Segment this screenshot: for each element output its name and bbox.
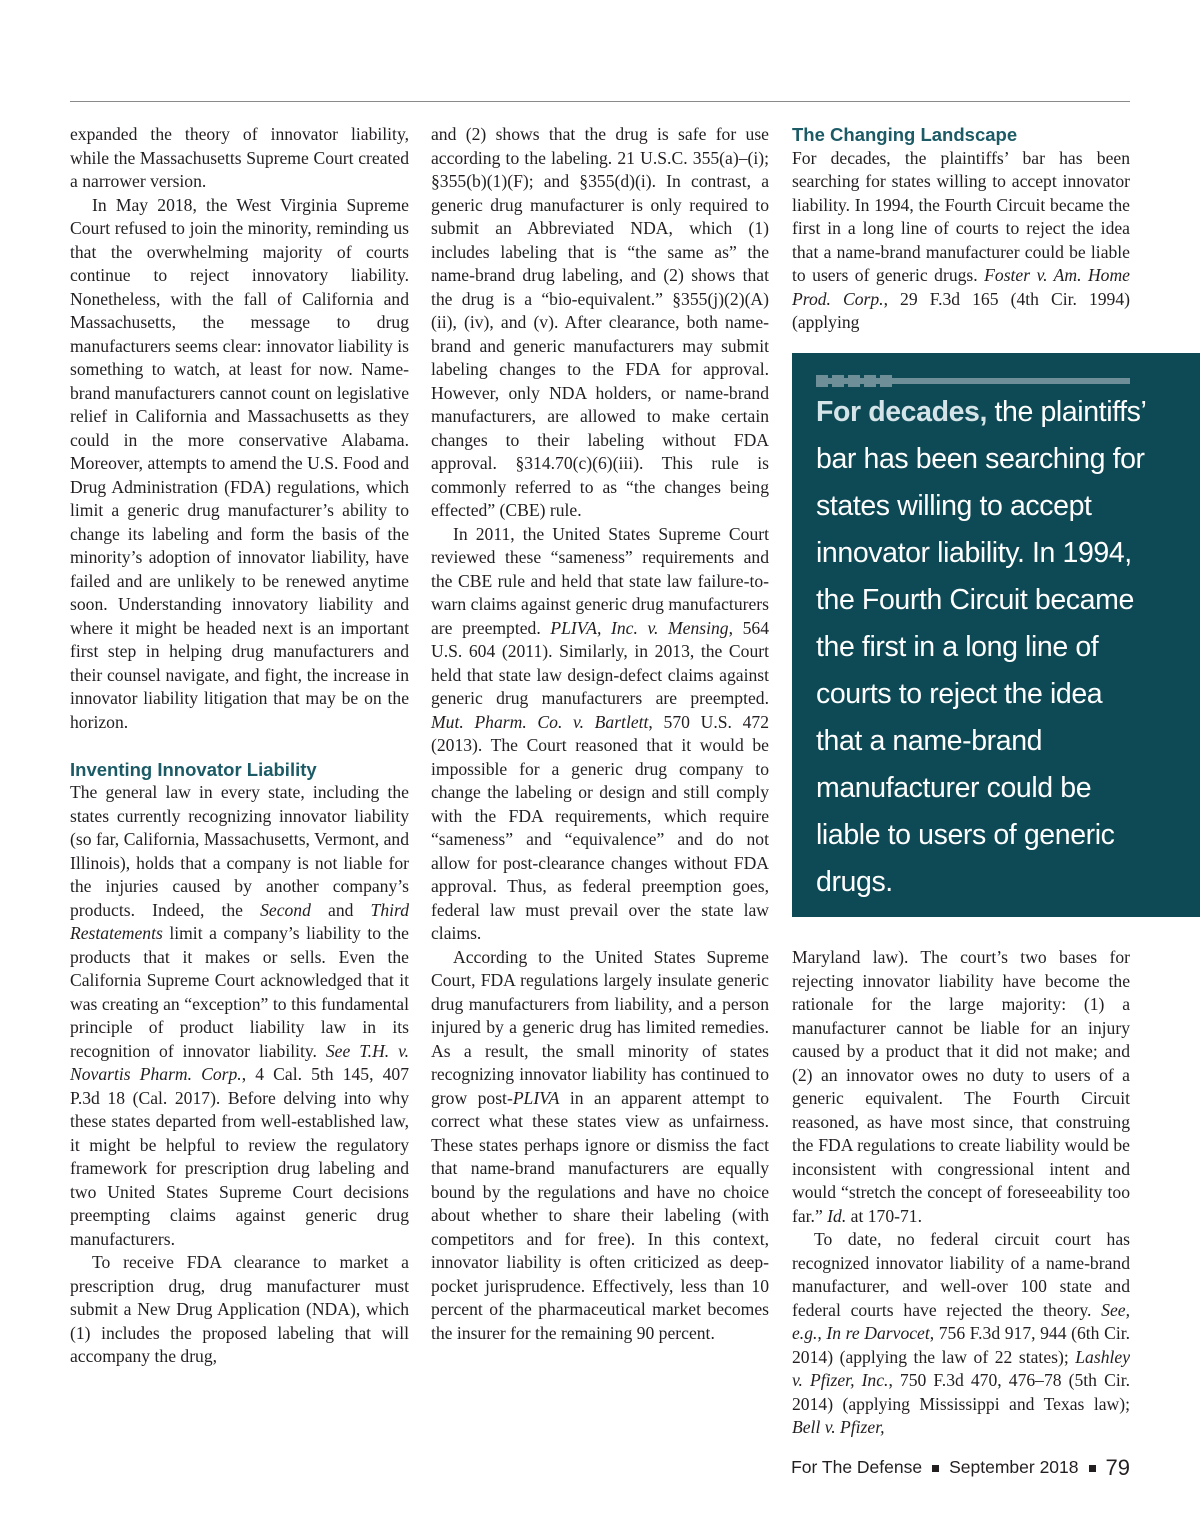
- col1-paragraph-2: In May 2018, the West Virginia Supreme Court refused to join the minority, reminding us that the overwhelming majority of courts continue to reject innovatory liability. Nonetheless, with the fall of California and Massachusetts, the message to drug manufacturers seems clear: innovator liability is something to watch, at least for now. Name-brand manufacturers cannot count on legislative relief in California and Massachusetts as they could in the more conservative Alabama. Moreover, attempts to amend the U.S. Food and Drug Administration (FDA) regulations, which limit a generic drug manufacturer’s ability to change its labeling and form the basis of the minority’s adoption of innovator liability, have failed and are unlikely to be renewed anytime soon. Understanding innovatory liability and where it might be headed next is an important first step in helping drug manufacturers and their counsel navigate, and fight, the increase in innovator liability litigation that may be on the horizon.: [70, 194, 409, 732]
- section-heading-inventing: Inventing Innovator Liability: [70, 758, 317, 780]
- col2-paragraph-1: and (2) shows that the drug is safe for use according to the labeling. 21 U.S.C. 355(a)–(i); §355(b)(1)(F); and §355(d)(i). In contrast, a generic drug manufacturer is only required to submit an Abbreviated NDA, which (1) includes labeling that is “the same as” the name-brand drug labeling, and (2) shows that the drug is a “bio-equivalent.” §355(j)(2)(A)(ii), (iv), and (v). After clearance, both name-brand and generic manufacturers may submit labeling changes to the FDA for approval. However, only NDA holders, or name-brand manufacturers, are allowed to make certain changes to their labeling without FDA approval. §314.70(c)(6)(iii). This rule is commonly referred to as “the changes being effected” (CBE) rule.: [431, 124, 769, 520]
- section-heading-changing-landscape: The Changing Landscape: [792, 124, 1018, 145]
- column-3-top: [792, 123, 1130, 335]
- footer-publication: For The Defense: [791, 1457, 923, 1477]
- col1-paragraph-4: To receive FDA clearance to market a prescription drug, drug manufacturer must submit a New Drug Application (NDA), which (1) includes the proposed labeling that will accompany the drug,: [70, 1252, 409, 1366]
- col1-paragraph-1: expanded the theory of innovator liability, while the Massachusetts Supreme Court created a narrower version.: [70, 124, 409, 191]
- col3-paragraph-1: For decades, the plaintiffs’ bar has been searching for states willing to accept innovator liability. In 1994, the Fourth Circuit became the first in a long line of courts to reject the idea that a name-brand manufacturer could be liable to users of generic drugs. Foster v. Am. Home Prod. Corp., 29 F.3d 165 (4th Cir. 1994) (applying: [792, 147, 1131, 332]
- col2-paragraph-2: In 2011, the United States Supreme Court reviewed these “sameness” requirements and the CBE rule and held that state law failure-to-warn claims against generic drug manufacturers are preempted. PLIVA, Inc. v. Mensing, 564 U.S. 604 (2011). Similarly, in 2013, the Court held that state law design-defect claims against generic drug manufacturers are preempted. Mut. Pharm. Co. v. Bartlett, 570 U.S. 472 (2013). The Court reasoned that it would be impossible for a generic drug company to change the labeling or design and still comply with the FDA requirements, which require “sameness” and “equivalence” and do not allow for post-clearance changes without FDA approval. Thus, as federal preemption goes, federal law must prevail over the state law claims.: [431, 523, 770, 943]
- col3-paragraph-2: Maryland law). The court’s two bases for rejecting innovator liability have become the rationale for the large majority: (1) a manufacturer cannot be liable for an injury caused by a product that it did not make; and (2) an innovator owes no duty to users of a generic equivalent. The Fourth Circuit reasoned, as have most since, that construing the FDA regulations to create liability would be inconsistent with congressional intent and would “stretch the concept of foreseeability too far.” Id. at 170-71.: [792, 947, 1130, 1226]
- page-footer: [791, 1455, 1130, 1481]
- col1-paragraph-3: The general law in every state, including the states currently recognizing innovator liability (so far, California, Massachusetts, Vermont, and Illinois), holds that a company is not liable for the injuries caused by another company’s products. Indeed, the Second and Third Restatements limit a company’s liability to the products that it makes or sells. Even the California Supreme Court acknowledged that it was creating an “exception” to this fundamental principle of product liability law in its recognition of innovator liability. See T.H. v. Novartis Pharm. Corp., 4 Cal. 5th 145, 407 P.3d 18 (Cal. 2017). Before delving into why these states departed from well-established law, it might be helpful to review the regulatory framework for prescription drug labeling and two United States Supreme Court decisions preempting claims against generic drug manufacturers.: [70, 782, 409, 1249]
- column-3-bottom: [792, 946, 1130, 1440]
- col2-paragraph-3: According to the United States Supreme Court, FDA regulations largely insulate generic drug manufacturers from liability, and a person injured by a generic drug has limited remedies. As a result, the small minority of states recognizing innovator liability has continued to grow post-PLIVA in an apparent attempt to correct what these states view as unfairness. These states perhaps ignore or dismiss the fact that name-brand manufacturers are equally bound by the regulations and have no choice about whether to share their labeling (with competitors and for free). In this context, innovator liability is often criticized as deep-pocket jurisprudence. Effectively, less than 10 percent of the pharmaceutical market becomes the insurer for the remaining 90 percent.: [431, 946, 770, 1343]
- column-2: [431, 123, 769, 1345]
- footer-bullet-icon: [1089, 1465, 1096, 1472]
- column-1: [70, 123, 409, 1369]
- pull-quote-squares-icon: [816, 375, 896, 388]
- footer-bullet-icon: [932, 1465, 939, 1472]
- col3-paragraph-3: To date, no federal circuit court has recognized innovator liability of a name-brand manufacturer, and well-over 100 state and federal courts have rejected the theory. See, e.g., In re Darvocet, 756 F.3d 917, 944 (6th Cir. 2014) (applying the law of 22 states); Lashley v. Pfizer, Inc., 750 F.3d 470, 476–78 (5th Cir. 2014) (applying Mississippi and Texas law); Bell v. Pfizer,: [792, 1229, 1130, 1437]
- pull-quote-body: the plaintiffs’ bar has been searching for states willing to accept innovator liability. In 1994, the Fourth Circuit became the first in a long line of courts to reject the idea that a name-brand manufacturer could be liable to users of generic drugs.: [816, 396, 1146, 898]
- footer-date: September 2018: [949, 1457, 1079, 1477]
- pull-quote-text: [816, 389, 1146, 906]
- top-rule: [70, 101, 1130, 102]
- pull-quote: [792, 353, 1200, 917]
- page-number: 79: [1105, 1455, 1130, 1480]
- pull-quote-lead: For decades,: [816, 396, 988, 428]
